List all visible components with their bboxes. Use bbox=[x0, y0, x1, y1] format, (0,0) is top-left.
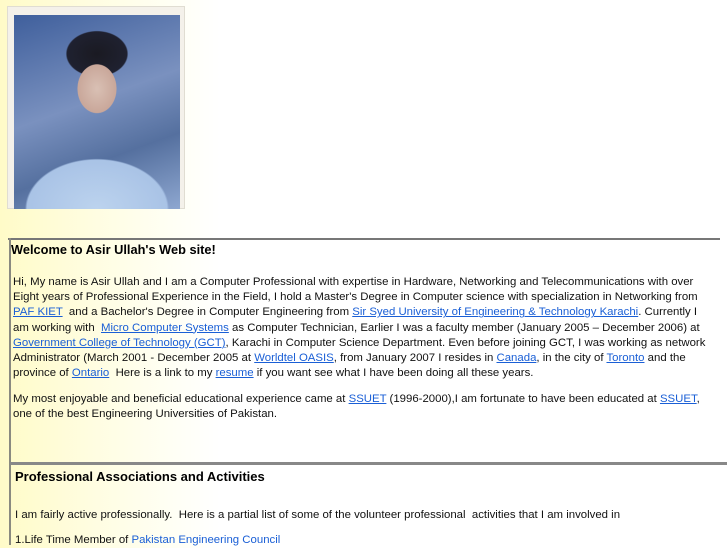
list-item: 1.Life Time Member of Pakistan Engineering Council bbox=[15, 534, 281, 546]
text-line: am working with Micro Computer Systems as Computer Technician, Earlier I was a faculty member (January 2005 – December 2006) at bbox=[13, 321, 700, 334]
worldtel-oasis-link[interactable]: Worldtel OASIS bbox=[254, 352, 334, 365]
welcome-heading: Welcome to Asir Ullah's Web site! bbox=[11, 242, 216, 257]
text-line: PAF KIET and a Bachelor's Degree in Computer Engineering from Sir Syed University of Engineering & Technology Karachi. Currently I bbox=[13, 306, 698, 319]
gct-link[interactable]: Government College of Technology (GCT) bbox=[13, 336, 226, 349]
associations-intro bbox=[15, 508, 727, 523]
text-line: My most enjoyable and beneficial educational experience came at SSUET (1996-2000),I am fortunate to have been educated at SSUET, bbox=[13, 393, 700, 405]
text-line: province of Ontario Here is a link to my resume if you want see what I have been doing all these years. bbox=[13, 367, 534, 380]
paf-kiet-link[interactable]: PAF KIET bbox=[13, 306, 63, 319]
content-box-left-border bbox=[9, 238, 11, 545]
ssuet-link-2[interactable]: SSUET bbox=[659, 393, 697, 405]
text-line: I am fairly active professionally. Here is a partial list of some of the volunteer professional activities that I am involved in bbox=[15, 509, 621, 521]
welcome-paragraph bbox=[13, 275, 725, 381]
section-divider bbox=[10, 462, 727, 465]
text-line: one of the best Engineering Universities of Pakistan. bbox=[13, 408, 278, 421]
text-line: Hi, My name is Asir Ullah and I am a Computer Professional with expertise in Hardware, Networking and Telecommunications with over bbox=[13, 276, 694, 288]
ssuet-link[interactable]: SSUET bbox=[348, 393, 387, 405]
canada-link[interactable]: Canada bbox=[496, 352, 537, 365]
ssuet-full-link[interactable]: Sir Syed University of Engineering & Technology Karachi bbox=[352, 306, 639, 319]
toronto-link[interactable]: Toronto bbox=[606, 352, 645, 365]
profile-photo-frame bbox=[7, 6, 185, 209]
micro-computer-systems-link[interactable]: Micro Computer Systems bbox=[101, 321, 229, 334]
text-line: Eight years of Professional Experience in the Field, I hold a Master's Degree in Computer science with specialization in Networking from bbox=[13, 291, 698, 304]
pakistan-engineering-council-link[interactable]: Pakistan Engineering Council bbox=[131, 534, 281, 546]
education-paragraph bbox=[13, 392, 725, 422]
resume-link[interactable]: resume bbox=[215, 367, 254, 380]
associations-heading: Professional Associations and Activities bbox=[15, 469, 265, 484]
profile-photo bbox=[14, 15, 180, 209]
top-divider bbox=[8, 238, 720, 240]
text-line: Government College of Technology (GCT), Karachi in Computer Science Department. Even before joining GCT, I was working as network bbox=[13, 336, 706, 349]
ontario-link[interactable]: Ontario bbox=[71, 367, 110, 380]
associations-list bbox=[15, 533, 727, 548]
text-line: Administrator (March 2001 - December 2005 at Worldtel OASIS, from January 2007 I resides in Canada, in the city of Toronto and the bbox=[13, 352, 686, 365]
